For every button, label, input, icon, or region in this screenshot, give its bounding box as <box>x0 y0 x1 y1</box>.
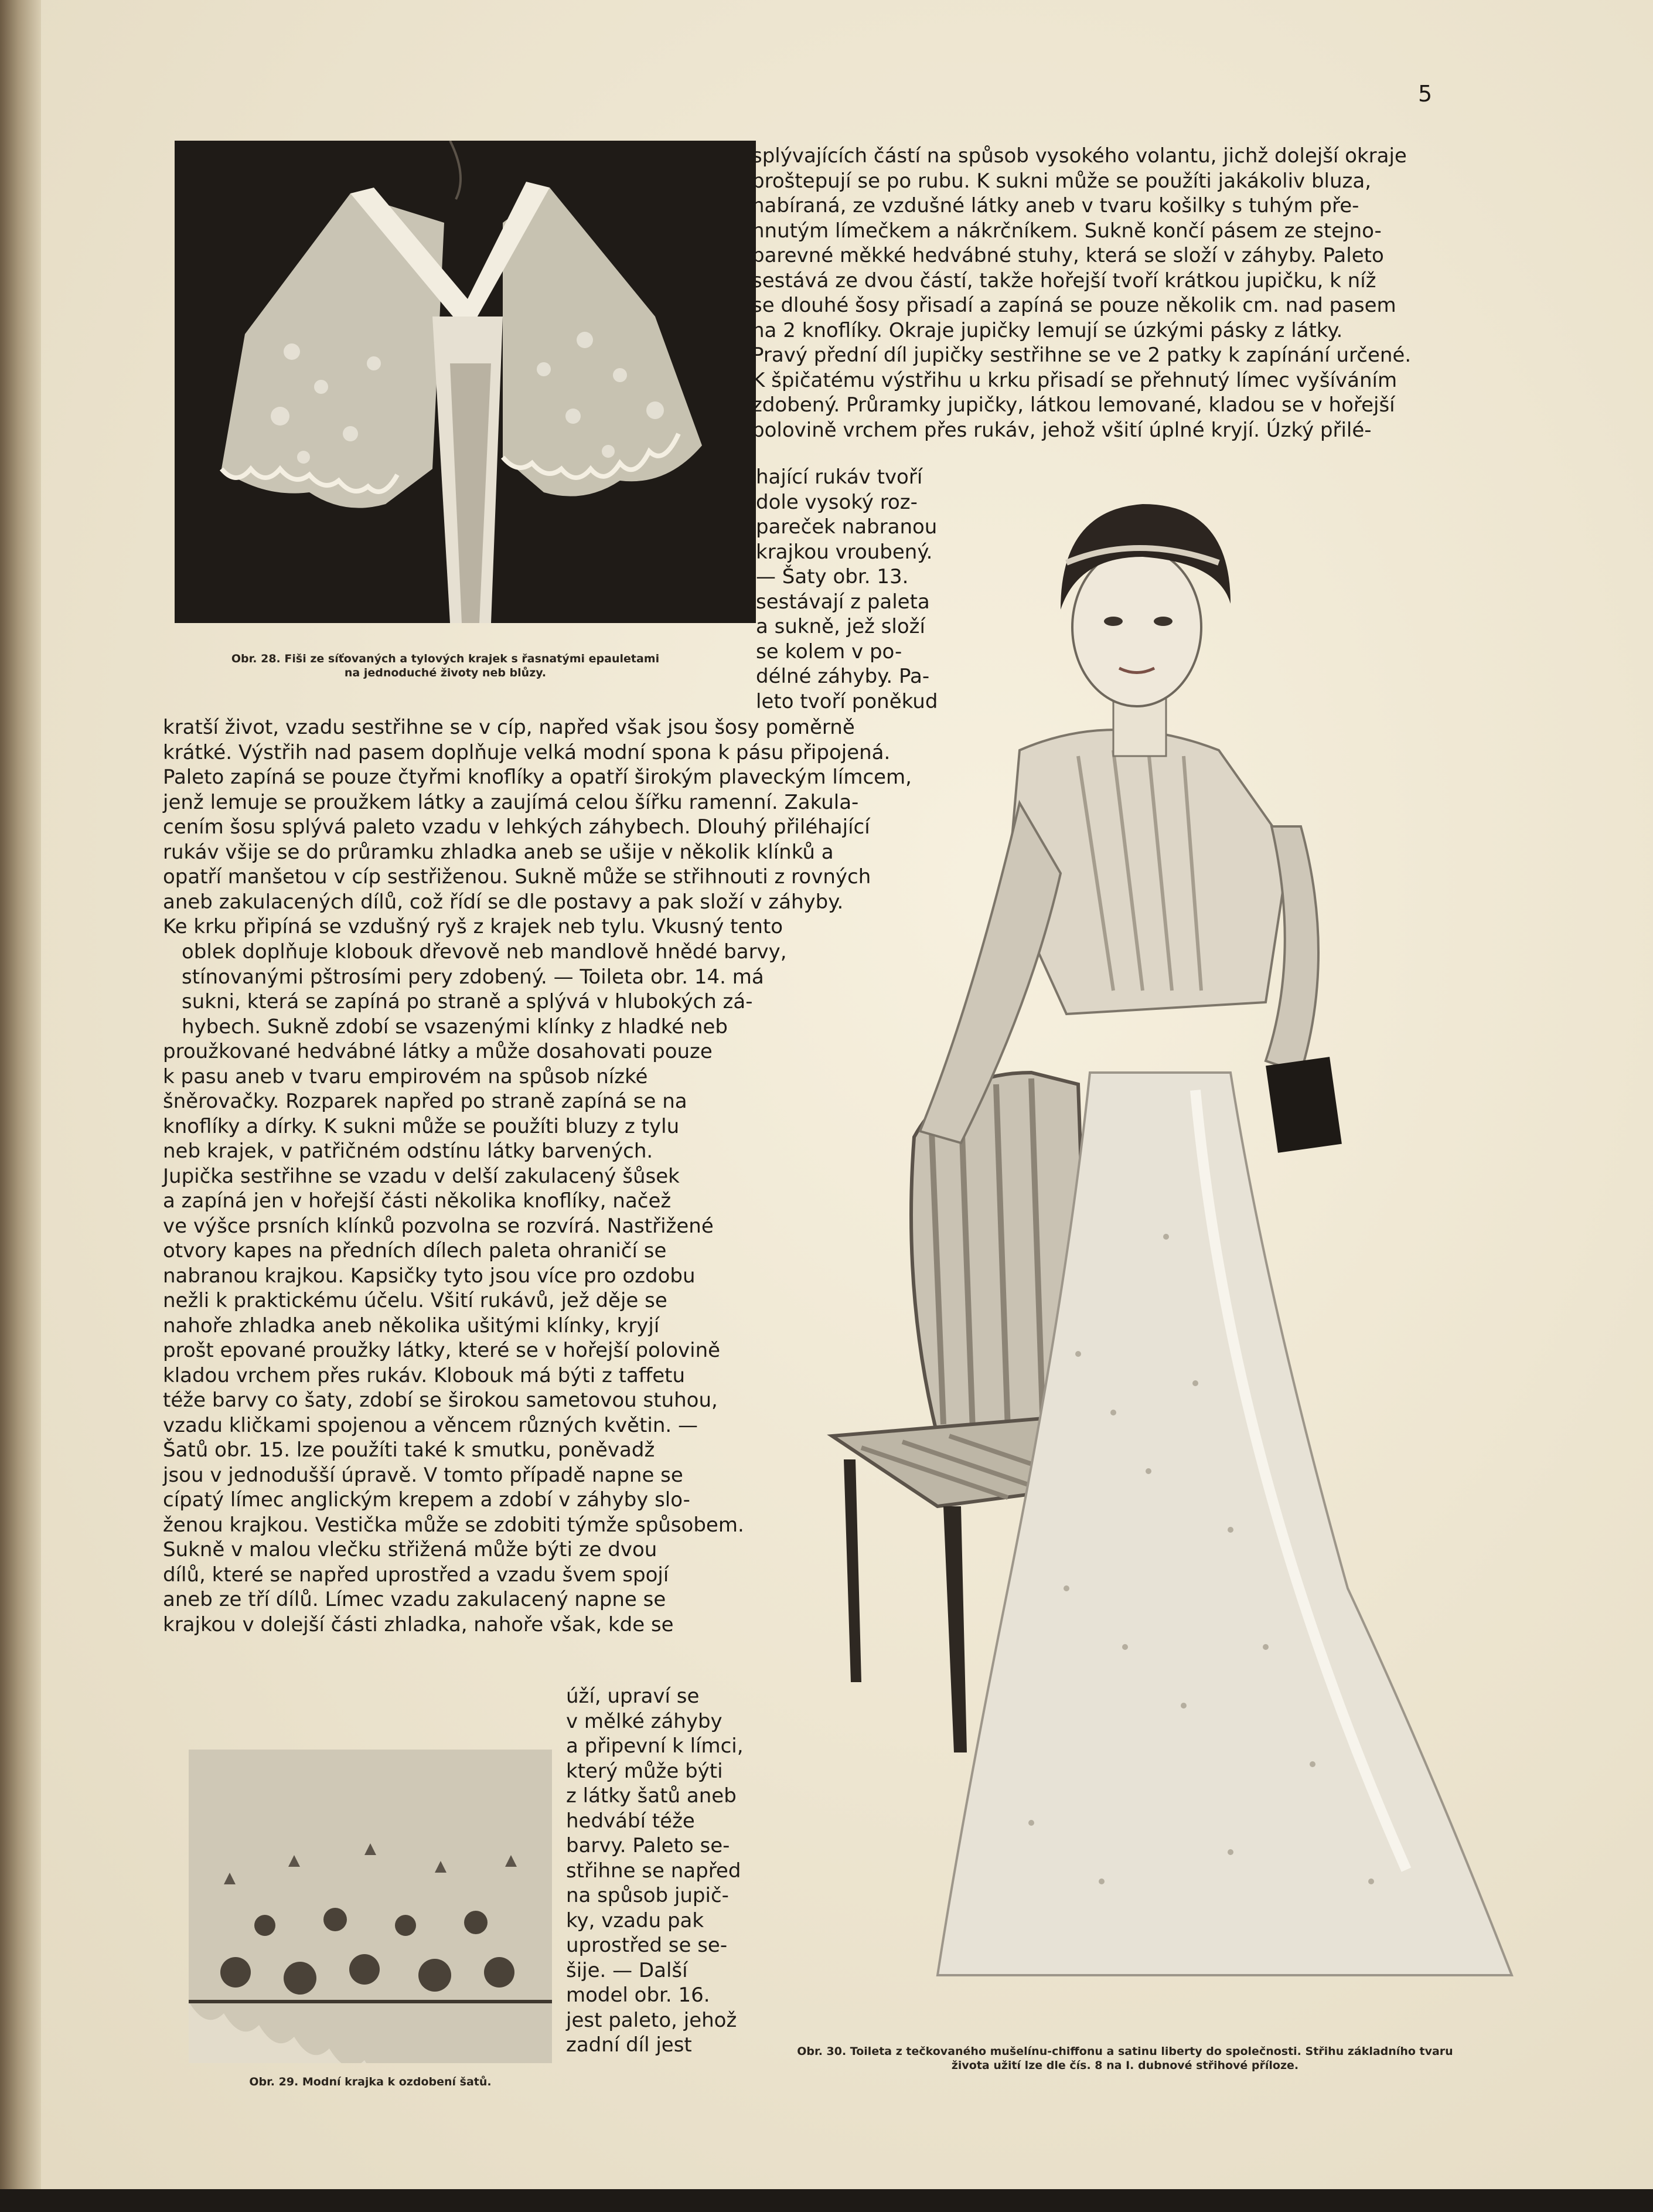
figure-28-lace-fichu <box>175 141 756 623</box>
figure-30-caption: Obr. 30. Toileta z tečkovaného mušelínu-chiffonu a satinu liberty do společnosti. Střihu základního tvaru života užití lze dle čís. 8 na I. dubnové střihové příloze. <box>797 2045 1453 2072</box>
figure-30-evening-toilette <box>785 475 1535 2034</box>
page-number: 5 <box>1418 81 1433 107</box>
paragraph-block-5: proužkované hedvábné látky a může dosahovati pouze k pasu aneb v tvaru empirovém na spůsob nízké šněrovačky. Rozparek napřed po straně zapíná se na knoflíky a dírky. K sukni může se použíti bluzy z tylu neb krajek, v patřičném odstínu látky barvených. Jupička sestřihne se vzadu v delší zakulacený šůsek a zapíná jen v hořejší části několika knoflíky, načež ve výšce prsních klínků pozvolna se rozvírá. Nastřižené otvory kapes na předních dílech paleta ohraničí se nabranou krajkou. Kapsičky tyto jsou více pro ozdobu nežli k praktickému účelu. Všití rukávů, jež děje se nahoře zhladka aneb několika ušitými klínky, kryjí prošt epované proužky látky, které se v hořejší polovině kladou vrchem přes rukáv. Klobouk má býti z taffetu téže barvy co šaty, zdobí se širokou sametovou stuhou, vzadu kličkami spojenou a věncem různých květin. — Šatů obr. 15. lze použíti také k smutku, poněvadž jsou v jednodušší úpravě. V tomto případě napne se cípatý límec anglickým krepem a zdobí v záhyby slo- ženou krajkou. Vestička může se zdobiti týmže spůsobem. Sukně v malou vlečku střižená může býti ze dvou dílů, které se napřed uprostřed a vzadu švem spojí aneb ze tří dílů. Límec vzadu zakulacený napne se krajkou v dolejší části zhladka, nahoře však, kde se <box>163 1040 744 1636</box>
paragraph-block-4: oblek doplňuje klobouk dřevově neb mandlově hnědé barvy, stínovanými pštrosími pery zdobený. — Toileta obr. 14. má sukni, která se zapíná po straně a splývá v hlubokých zá- hybech. Sukně zdobí se vsazenými klínky z hladké neb <box>182 940 787 1039</box>
figure-29-caption: Obr. 29. Modní krajka k ozdobení šatů. <box>249 2075 492 2088</box>
paragraph-block-6: úží, upraví se v mělké záhyby a připevní k límci, který může býti z látky šatů aneb hedvábí téže barvy. Paleto se- střihne se napřed na spůsob jupič- ky, vzadu pak uprostřed se se- šije. — Další model obr. 16. jest paleto, jehož zadní díl jest <box>566 1684 744 2057</box>
paragraph-block-1: splývajících částí na spůsob vysokého volantu, jichž dolejší okraje proštepují se po rubu. K sukni může se použíti jakákoliv bluza, nabíraná, ze vzdušné látky aneb v tvaru košilky s tuhým pře- hnutým límečkem a nákrčníkem. Sukně končí pásem ze stejno- barevné měkké hedvábné stuhy, která se složí v záhyby. Paleto sestává ze dvou částí, takže hořejší tvoří krátkou jupičku, k níž se dlouhé šosy přisadí a zapíná se pouze několik cm. nad pasem na 2 knoflíky. Okraje jupičky lemují se úzkými pásky z látky. Pravý přední díl jupičky sestřihne se ve 2 patky k zapínání určené. K špičatému výstřihu u krku přisadí se přehnutý límec vyšíváním zdobený. Průramky jupičky, látkou lemované, kladou se v hořejší polovině vrchem přes rukáv, jehož všití úplné kryjí. Úzký přilé- <box>752 144 1412 442</box>
figure-29-lace-border <box>189 1750 552 2063</box>
paragraph-block-2: hající rukáv tvoří dole vysoký roz- pareček nabranou krajkou vroubený. — Šaty obr. 13. sestávají z paleta a sukně, jež složí se kolem v po- délné záhyby. Pa- leto tvoří poněkud <box>756 465 938 713</box>
paragraph-block-3: kratší život, vzadu sestřihne se v cíp, napřed však jsou šosy poměrně krátké. Výstřih nad pasem doplňuje velká modní spona k pásu připojená. Paleto zapíná se pouze čtyřmi knoflíky a opatří širokým plaveckým límcem, jenž lemuje se proužkem látky a zaujímá celou šířku ramenní. Zakula- cením šosu splývá paleto vzadu v lehkých záhybech. Dlouhý přiléhající rukáv všije se do průramku zhladka aneb se ušije v několik klínků a opatří manšetou v cíp sestřiženou. Sukně může se střihnouti z rovných aneb zakulacených dílů, což řídí se dle postavy a pak složí v záhyby. Ke krku připíná se vzdušný ryš z krajek neb tylu. Vkusný tento <box>163 716 912 938</box>
figure-28-caption: Obr. 28. Fiši ze síťovaných a tylových krajek s řasnatými epauletami na jednoduché životy neb blůzy. <box>231 652 660 679</box>
page-bottom-edge <box>0 2189 1653 2212</box>
book-spine-shadow <box>0 0 41 2212</box>
